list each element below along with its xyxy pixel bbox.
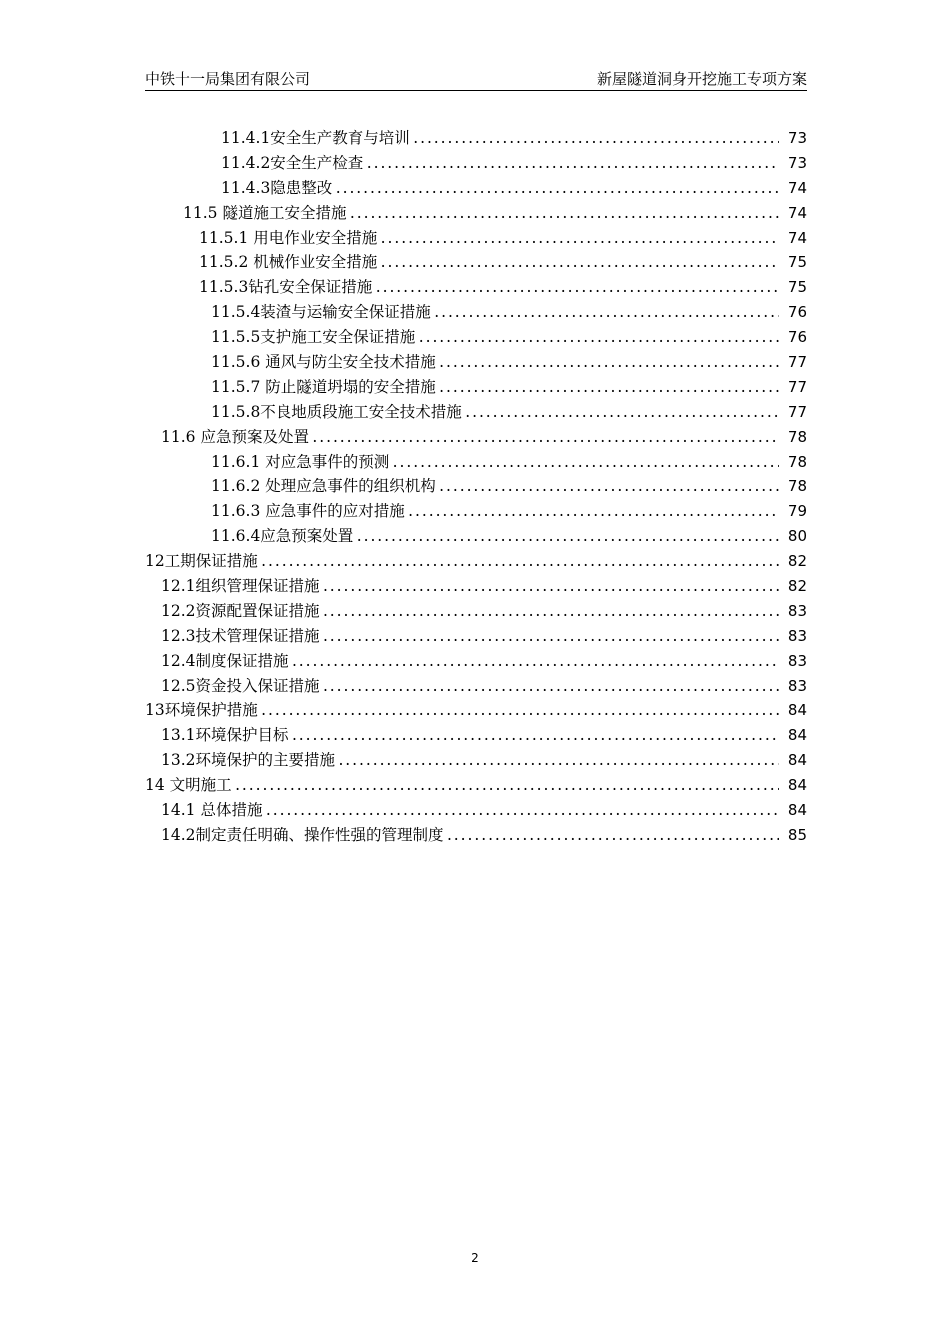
toc-entry-page: 74 xyxy=(787,203,807,222)
toc-entry[interactable] xyxy=(145,674,807,699)
toc-entry[interactable] xyxy=(145,574,807,599)
toc-entry-page: 78 xyxy=(787,427,807,446)
toc-entry-page: 78 xyxy=(787,452,807,471)
page-header xyxy=(145,66,807,91)
toc-entry-page: 77 xyxy=(787,402,807,421)
table-of-contents xyxy=(145,126,807,848)
toc-entry-title: 11.4.3隐患整改 . . . xyxy=(221,176,779,201)
toc-entry[interactable] xyxy=(145,823,807,848)
toc-entry[interactable] xyxy=(145,126,807,151)
toc-entry[interactable] xyxy=(145,400,807,425)
toc-entry-page: 80 xyxy=(787,527,807,546)
header-company: 中铁十一局集团有限公司 xyxy=(145,70,311,88)
toc-entry-page: 78 xyxy=(787,477,807,496)
toc-entry-page: 73 xyxy=(787,129,807,147)
toc-entry[interactable] xyxy=(145,698,807,723)
toc-entry[interactable] xyxy=(145,524,807,549)
toc-entry-title: 11.6.1 对应急事件的预测 . . . xyxy=(211,450,779,475)
toc-entry[interactable] xyxy=(145,325,807,350)
toc-entry[interactable] xyxy=(145,201,807,226)
toc-entry-page: 74 xyxy=(787,178,807,197)
toc-entry[interactable] xyxy=(145,474,807,499)
toc-entry-page: 84 xyxy=(787,776,807,795)
toc-entry-title: 11.4.1安全生产教育与培训 . . . xyxy=(221,126,779,151)
toc-entry[interactable] xyxy=(145,300,807,325)
header-document-title: 新屋隧道洞身开挖施工专项方案 xyxy=(596,70,807,88)
toc-entry[interactable] xyxy=(145,723,807,748)
toc-entry-page: 76 xyxy=(787,328,807,347)
toc-entry-page: 83 xyxy=(787,676,807,695)
toc-entry-title: 11.5.3钻孔安全保证措施 . . . xyxy=(199,275,779,300)
toc-entry-page: 74 xyxy=(787,228,807,247)
toc-entry-page: 75 xyxy=(787,253,807,272)
toc-entry[interactable] xyxy=(145,624,807,649)
toc-entry-title: 11.5.8不良地质段施工安全技术措施 . . . xyxy=(211,400,779,425)
toc-entry-title: 11.5.6 通风与防尘安全技术措施 . . . xyxy=(211,350,779,375)
toc-entry[interactable] xyxy=(145,350,807,375)
toc-entry-title: 11.5.5支护施工安全保证措施 . . . xyxy=(211,325,779,350)
toc-entry-title: 11.6 应急预案及处置 . . . xyxy=(161,425,779,450)
toc-entry-title: 11.6.4应急预案处置 . . . xyxy=(211,524,779,549)
toc-entry-page: 83 xyxy=(787,651,807,670)
toc-entry-page: 84 xyxy=(787,726,807,745)
toc-entry[interactable] xyxy=(145,375,807,400)
toc-entry-page: 82 xyxy=(787,552,807,571)
toc-entry-title: 11.6.3 应急事件的应对措施 . . . xyxy=(211,499,779,524)
toc-entry-title: 11.5.7 防止隧道坍塌的安全措施 . . . xyxy=(211,375,779,400)
toc-entry-title: 12.4制度保证措施 . . . xyxy=(161,649,779,674)
toc-entry[interactable] xyxy=(145,773,807,798)
toc-entry-title: 12.5资金投入保证措施 . . . xyxy=(161,674,779,699)
toc-entry-title: 14.1 总体措施 . . . xyxy=(161,798,779,823)
toc-entry-page: 84 xyxy=(787,751,807,770)
toc-entry[interactable] xyxy=(145,450,807,475)
toc-entry-title: 13.2环境保护的主要措施 . . . xyxy=(161,748,779,773)
toc-entry-title: 12工期保证措施 . . . xyxy=(145,549,779,574)
toc-entry-title: 14.2制定责任明确、操作性强的管理制度 . . . xyxy=(161,823,779,848)
toc-entry-title: 11.5 隧道施工安全措施 . . . xyxy=(183,201,779,226)
toc-entry-page: 83 xyxy=(787,601,807,620)
toc-entry-page: 73 xyxy=(787,153,807,172)
toc-entry-page: 83 xyxy=(787,626,807,645)
toc-entry[interactable] xyxy=(145,549,807,574)
toc-entry-page: 76 xyxy=(787,303,807,322)
toc-entry-title: 12.2资源配置保证措施 . . . xyxy=(161,599,779,624)
toc-entry-title: 12.1组织管理保证措施 . . . xyxy=(161,574,779,599)
toc-entry[interactable] xyxy=(145,499,807,524)
toc-entry[interactable] xyxy=(145,599,807,624)
toc-entry-page: 82 xyxy=(787,577,807,596)
toc-entry[interactable] xyxy=(145,649,807,674)
toc-entry-title: 11.5.2 机械作业安全措施 . . . xyxy=(199,250,779,275)
toc-entry-page: 77 xyxy=(787,377,807,396)
toc-entry-page: 79 xyxy=(787,502,807,521)
toc-entry-title: 11.6.2 处理应急事件的组织机构 . . . xyxy=(211,474,779,499)
toc-entry[interactable] xyxy=(145,798,807,823)
toc-entry[interactable] xyxy=(145,250,807,275)
toc-entry[interactable] xyxy=(145,176,807,201)
toc-entry[interactable] xyxy=(145,151,807,176)
toc-entry-page: 84 xyxy=(787,801,807,820)
toc-entry-page: 85 xyxy=(787,825,807,844)
toc-entry-title: 13环境保护措施 . . . xyxy=(145,698,779,723)
page-number: 2 xyxy=(471,1251,479,1265)
toc-entry-title: 12.3技术管理保证措施 . . . xyxy=(161,624,779,649)
toc-entry-page: 77 xyxy=(787,353,807,372)
toc-entry-title: 11.5.4装渣与运输安全保证措施 . . . xyxy=(211,300,779,325)
toc-entry-title: 11.5.1 用电作业安全措施 . . . xyxy=(199,226,779,251)
toc-entry-title: 13.1环境保护目标 . . . xyxy=(161,723,779,748)
toc-entry[interactable] xyxy=(145,226,807,251)
toc-entry-page: 84 xyxy=(787,701,807,720)
toc-entry-title: 14 文明施工 . . . xyxy=(145,773,779,798)
toc-entry-title: 11.4.2安全生产检查 . . . xyxy=(221,151,779,176)
toc-entry[interactable] xyxy=(145,748,807,773)
toc-entry[interactable] xyxy=(145,425,807,450)
toc-entry[interactable] xyxy=(145,275,807,300)
toc-entry-page: 75 xyxy=(787,278,807,297)
